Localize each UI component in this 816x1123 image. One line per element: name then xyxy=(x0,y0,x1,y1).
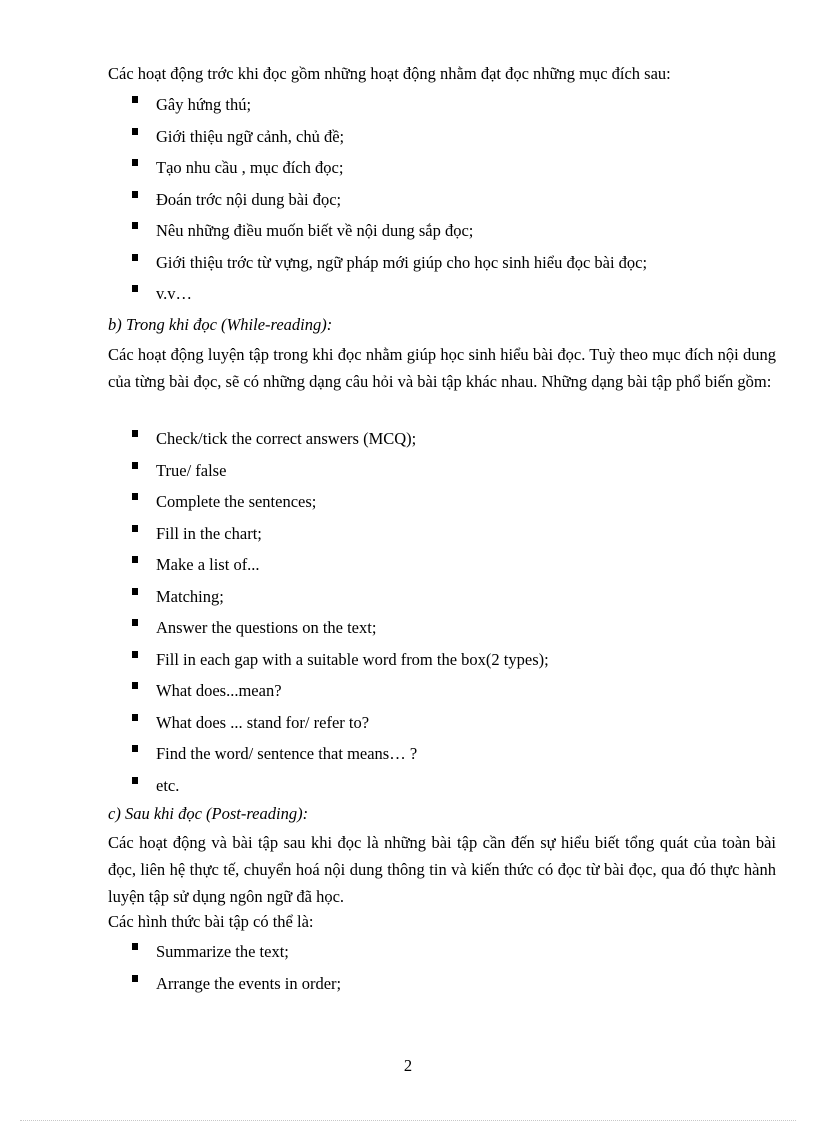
bullet-square-icon xyxy=(132,556,138,563)
list-item xyxy=(130,283,647,315)
page-number: 2 xyxy=(403,1056,413,1075)
list-item-text: Gây hứng thú; xyxy=(156,95,252,114)
list-item-text: Matching; xyxy=(156,586,224,606)
list-item-text: Answer the questions on the text; xyxy=(156,618,377,637)
list-item xyxy=(130,460,549,492)
list-item-text: Fill in the chart; xyxy=(156,523,262,543)
bullet-square-icon xyxy=(132,682,138,689)
list-item-text: Giới thiệu trớc từ vựng, ngữ pháp mới giúp cho học sinh hiểu đọc bài đọc; xyxy=(156,252,648,272)
section-b-paragraph: Các hoạt động luyện tập trong khi đọc nhằm giúp học sinh hiểu bài đọc. Tuỳ theo mục đích nội dung của từng bài đọc, sẽ có những dạng câu hỏi và bài tập khác nhau. Những dạng bài tập phổ biến gồm: xyxy=(108,345,776,391)
bullet-square-icon xyxy=(132,462,138,469)
bullet-square-icon xyxy=(132,651,138,658)
list-item-text: Make a list of... xyxy=(156,555,260,574)
list-item xyxy=(130,428,549,460)
list-item-text: v.v… xyxy=(156,284,193,303)
bullet-square-icon xyxy=(132,191,138,198)
section-c-paragraph: Các hoạt động và bài tập sau khi đọc là những bài tập cần đến sự hiểu biết tổng quát của toàn bài đọc, liên hệ thực tế, chuyển hoá nội dung thông tin và kiến thức có đọc từ bài đọc, qua đó thực hành luyện tập sử dụng ngôn ngữ đã học. xyxy=(108,833,776,906)
list-item xyxy=(130,523,549,555)
bullet-square-icon xyxy=(132,128,138,135)
bullet-square-icon xyxy=(132,254,138,261)
bullet-square-icon xyxy=(132,777,138,784)
bullet-square-icon xyxy=(132,588,138,595)
list-item-text: Find the word/ sentence that means… ? xyxy=(156,744,418,763)
list-item-text: Đoán trớc nội dung bài đọc; xyxy=(156,189,342,209)
intro-paragraph: Các hoạt động trớc khi đọc gồm những hoạt động nhằm đạt đọc những mục đích sau: xyxy=(108,64,671,83)
post-reading-list xyxy=(130,941,341,1004)
list-item xyxy=(130,220,647,252)
list-item xyxy=(130,941,341,973)
bullet-square-icon xyxy=(132,222,138,229)
list-item xyxy=(130,126,647,158)
list-item xyxy=(130,189,647,221)
list-item-text: Giới thiệu ngữ cảnh, chủ đề; xyxy=(156,126,345,146)
bullet-square-icon xyxy=(132,943,138,950)
list-item-text: Tạo nhu cầu , mục đích đọc; xyxy=(156,158,344,177)
list-item-text: What does ... stand for/ refer to? xyxy=(156,712,370,732)
list-item xyxy=(130,94,647,126)
list-item-text: What does...mean? xyxy=(156,681,282,700)
section-b-heading: b) Trong khi đọc (While-reading): xyxy=(108,315,333,334)
bullet-square-icon xyxy=(132,96,138,103)
list-item-text: Check/tick the correct answers (MCQ); xyxy=(156,429,417,448)
bullet-square-icon xyxy=(132,430,138,437)
list-item xyxy=(130,617,549,649)
page-bottom-divider xyxy=(20,1120,796,1121)
list-item xyxy=(130,775,549,807)
list-item xyxy=(130,252,647,284)
bullet-square-icon xyxy=(132,285,138,292)
pre-reading-list xyxy=(130,94,647,315)
list-item xyxy=(130,157,647,189)
list-item-text: True/ false xyxy=(156,460,227,480)
list-item xyxy=(130,649,549,681)
bullet-square-icon xyxy=(132,525,138,532)
section-c-forms-label: Các hình thức bài tập có thể là: xyxy=(108,912,314,931)
while-reading-list xyxy=(130,428,549,806)
bullet-square-icon xyxy=(132,493,138,500)
list-item xyxy=(130,554,549,586)
list-item-text: Arrange the events in order; xyxy=(156,973,342,993)
bullet-square-icon xyxy=(132,159,138,166)
bullet-square-icon xyxy=(132,619,138,626)
list-item xyxy=(130,491,549,523)
list-item xyxy=(130,586,549,618)
list-item xyxy=(130,712,549,744)
bullet-square-icon xyxy=(132,714,138,721)
list-item-text: Fill in each gap with a suitable word from the box(2 types); xyxy=(156,649,549,669)
section-c-heading: c) Sau khi đọc (Post-reading): xyxy=(108,804,309,823)
list-item xyxy=(130,680,549,712)
list-item xyxy=(130,743,549,775)
list-item-text: Nêu những điều muốn biết về nội dung sắp đọc; xyxy=(156,221,474,240)
list-item-text: Summarize the text; xyxy=(156,942,289,961)
list-item-text: etc. xyxy=(156,775,180,795)
list-item-text: Complete the sentences; xyxy=(156,492,317,511)
bullet-square-icon xyxy=(132,745,138,752)
bullet-square-icon xyxy=(132,975,138,982)
list-item xyxy=(130,973,341,1005)
